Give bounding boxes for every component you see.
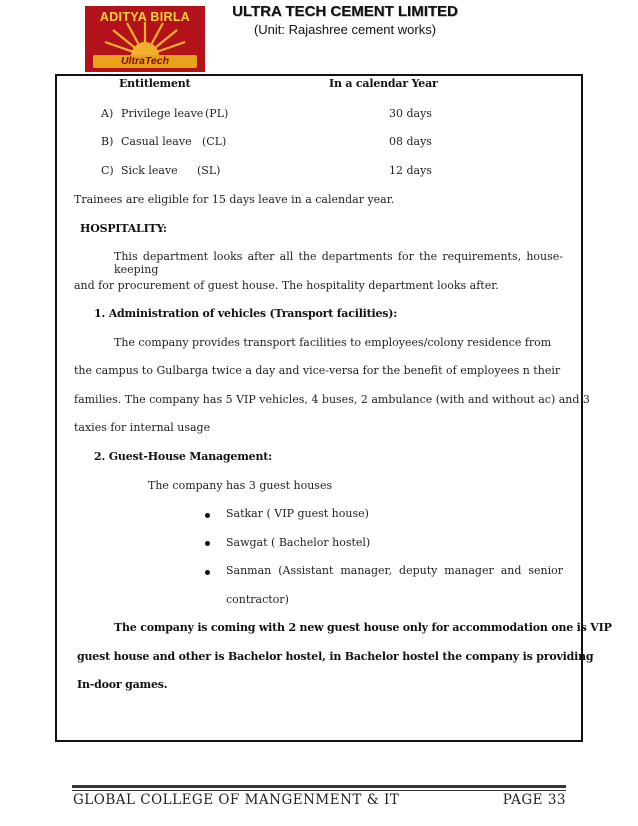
footer-college-name: GLOBAL COLLEGE OF MANGENMENT & IT <box>73 792 400 808</box>
footer-page-number: PAGE 33 <box>502 792 566 808</box>
guest-house-item: Sawgat ( Bachelor hostel) <box>226 536 371 549</box>
closing-line: guest house and other is Bachelor hostel, in Bachelor hostel the company is providing <box>77 650 594 663</box>
aditya-birla-ultratech-logo <box>85 6 205 72</box>
closing-line: In-door games. <box>77 678 168 691</box>
leave-marker: A) <box>101 107 114 120</box>
guest-house-item-continued: contractor) <box>226 593 289 606</box>
guest-house-item: Sanman (Assistant manager, deputy manager and senior <box>226 564 563 577</box>
guest-house-item: Satkar ( VIP guest house) <box>226 507 369 520</box>
entitlement-header: Entitlement <box>119 77 191 90</box>
logo-bottom-text: UltraTech <box>93 55 197 68</box>
leave-code: (SL) <box>197 164 221 177</box>
footer-rule-thin <box>72 790 566 791</box>
closing-line: The company is coming with 2 new guest house only for accommodation one is VIP <box>114 621 612 634</box>
hospitality-paragraph-line2: and for procurement of guest house. The hospitality department looks after. <box>74 279 499 292</box>
trainees-note: Trainees are eligible for 15 days leave in a calendar year. <box>74 193 395 206</box>
bullet-icon <box>205 541 210 546</box>
guest-houses-intro: The company has 3 guest houses <box>148 479 333 492</box>
section2-heading: 2. Guest-House Management: <box>94 450 272 463</box>
sun-rays-icon <box>101 22 189 56</box>
leave-type: Sick leave <box>121 164 178 177</box>
leave-days: 08 days <box>389 135 432 148</box>
leave-type: Privilege leave <box>121 107 204 120</box>
section1-heading: 1. Administration of vehicles (Transport facilities): <box>94 307 398 320</box>
leave-type: Casual leave <box>121 135 192 148</box>
leave-days: 30 days <box>389 107 432 120</box>
logo-top-text: ADITYA BIRLA <box>99 10 191 24</box>
leave-code: (CL) <box>202 135 227 148</box>
hospitality-paragraph-line1: This department looks after all the departments for the requirements, house-keeping <box>114 250 563 276</box>
section1-line: The company provides transport facilities to employees/colony residence from <box>114 336 552 349</box>
leave-marker: C) <box>101 164 114 177</box>
company-title: ULTRA TECH CEMENT LIMITED <box>232 3 458 20</box>
leave-days: 12 days <box>389 164 432 177</box>
bullet-icon <box>205 570 210 575</box>
unit-subtitle: (Unit: Rajashree cement works) <box>253 22 437 37</box>
leave-marker: B) <box>101 135 114 148</box>
calendar-year-header: In a calendar Year <box>329 77 438 90</box>
section1-line: families. The company has 5 VIP vehicles, 4 buses, 2 ambulance (with and without ac) and 3 <box>74 393 590 406</box>
section1-line: the campus to Gulbarga twice a day and vice-versa for the benefit of employees n their <box>74 364 561 377</box>
section1-line: taxies for internal usage <box>74 421 211 434</box>
bullet-icon <box>205 513 210 518</box>
hospitality-heading: HOSPITALITY: <box>80 222 167 235</box>
footer-rule <box>72 785 566 788</box>
leave-code: (PL) <box>205 107 229 120</box>
